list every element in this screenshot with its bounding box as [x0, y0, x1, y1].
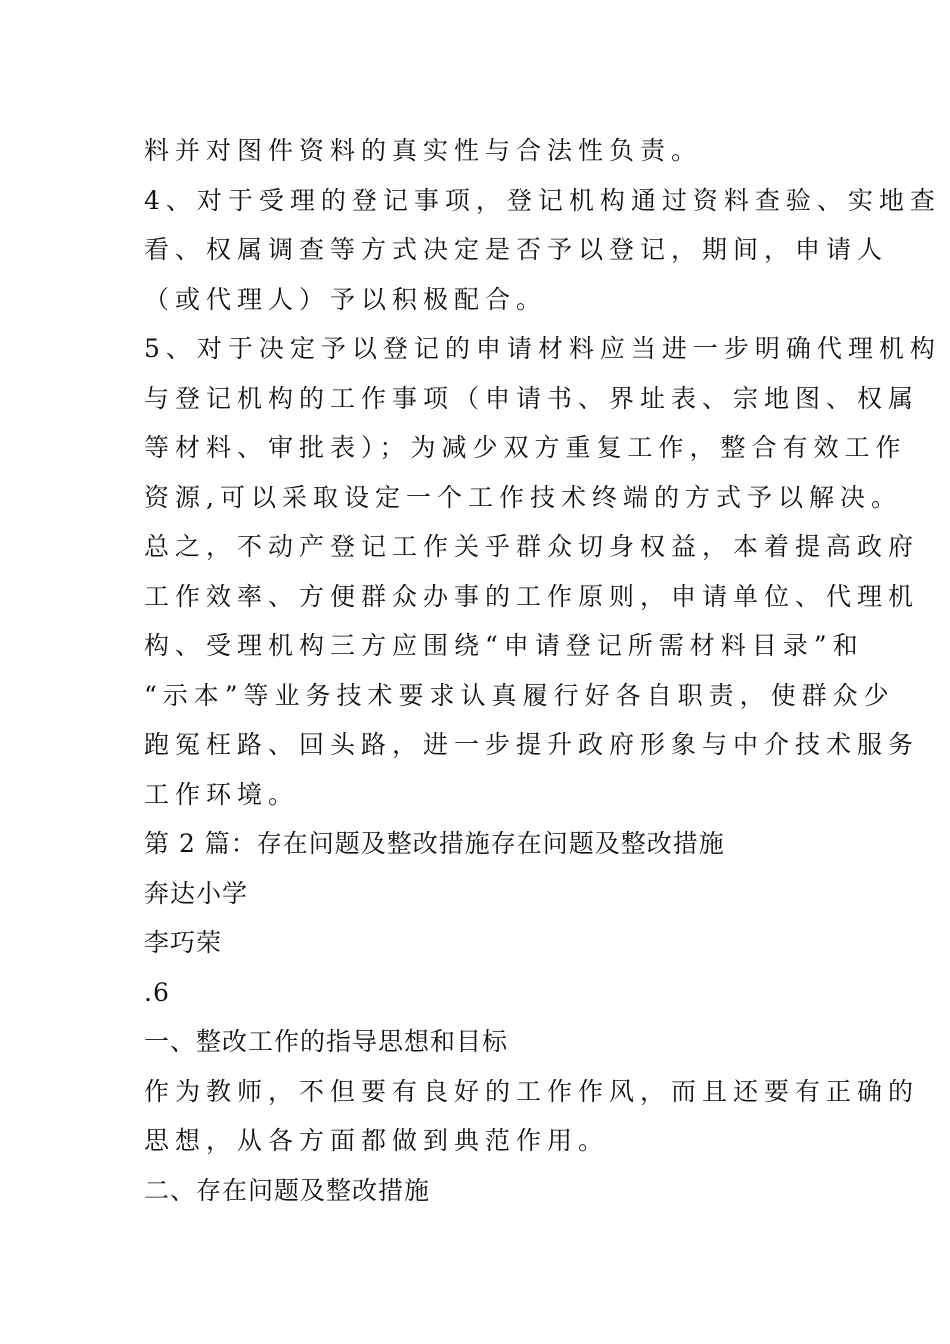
- paragraph-section-2-heading: [144, 1166, 810, 1216]
- paragraph-author: [144, 918, 810, 968]
- paragraph-section-1-body: [144, 1067, 920, 1166]
- text-line: 一、整改工作的指导思想和目标: [144, 1027, 509, 1056]
- text-line: 跑冤枉路、回头路，进一步提升政府形象与中介技术服务: [144, 730, 920, 759]
- text-line: 5、对于决定予以登记的申请材料应当进一步明确代理机构: [144, 334, 941, 363]
- text-line: 总之，不动产登记工作关乎群众切身权益，本着提高政府: [144, 532, 920, 561]
- text-line: 奔达小学: [144, 878, 249, 908]
- text-line: （或代理人）予以积极配合。: [144, 284, 548, 314]
- text-line: 4、对于受理的登记事项，登记机构通过资料查验、实地查: [144, 185, 941, 215]
- text-line: 料并对图件资料的真实性与合法性负责。: [144, 136, 703, 165]
- text-line: 第 2 篇：存在问题及整改措施存在问题及整改措施: [144, 829, 725, 858]
- text-line: .6: [144, 977, 170, 1007]
- text-line: 二、存在问题及整改措施: [144, 1175, 431, 1205]
- paragraph-item-4: [144, 176, 941, 325]
- text-line: 思想，从各方面都做到典范作用。: [144, 1126, 610, 1155]
- text-line: 李巧荣: [144, 928, 223, 957]
- text-line: 构、受理机构三方应围绕“申请登记所需材料目录”和: [144, 631, 864, 660]
- document-page: [144, 126, 941, 1215]
- text-line: 作为教师，不但要有良好的工作作风，而且还要有正确的: [144, 1076, 920, 1106]
- paragraph-chapter-2-title: [144, 819, 810, 869]
- text-line: 工作效率、方便群众办事的工作原则，申请单位、代理机: [144, 581, 920, 611]
- paragraph-summary: [144, 522, 920, 819]
- text-line: 工作环境。: [144, 779, 300, 809]
- text-line: 与登记机构的工作事项（申请书、界址表、宗地图、权属: [144, 383, 920, 413]
- text-line: “示本”等业务技术要求认真履行好各自职责，使群众少: [144, 680, 895, 710]
- text-line: 等材料、审批表）；为减少双方重复工作，整合有效工作: [144, 433, 907, 462]
- text-line: 资源,可以采取设定一个工作技术终端的方式予以解决。: [144, 482, 902, 512]
- text-line: 看、权属调查等方式决定是否予以登记，期间，申请人: [144, 235, 889, 264]
- paragraph-date: [144, 968, 810, 1018]
- paragraph-section-1-heading: [144, 1017, 810, 1067]
- paragraph-p1-continuation: [144, 126, 810, 176]
- paragraph-school: [144, 869, 810, 919]
- paragraph-item-5: [144, 324, 941, 522]
